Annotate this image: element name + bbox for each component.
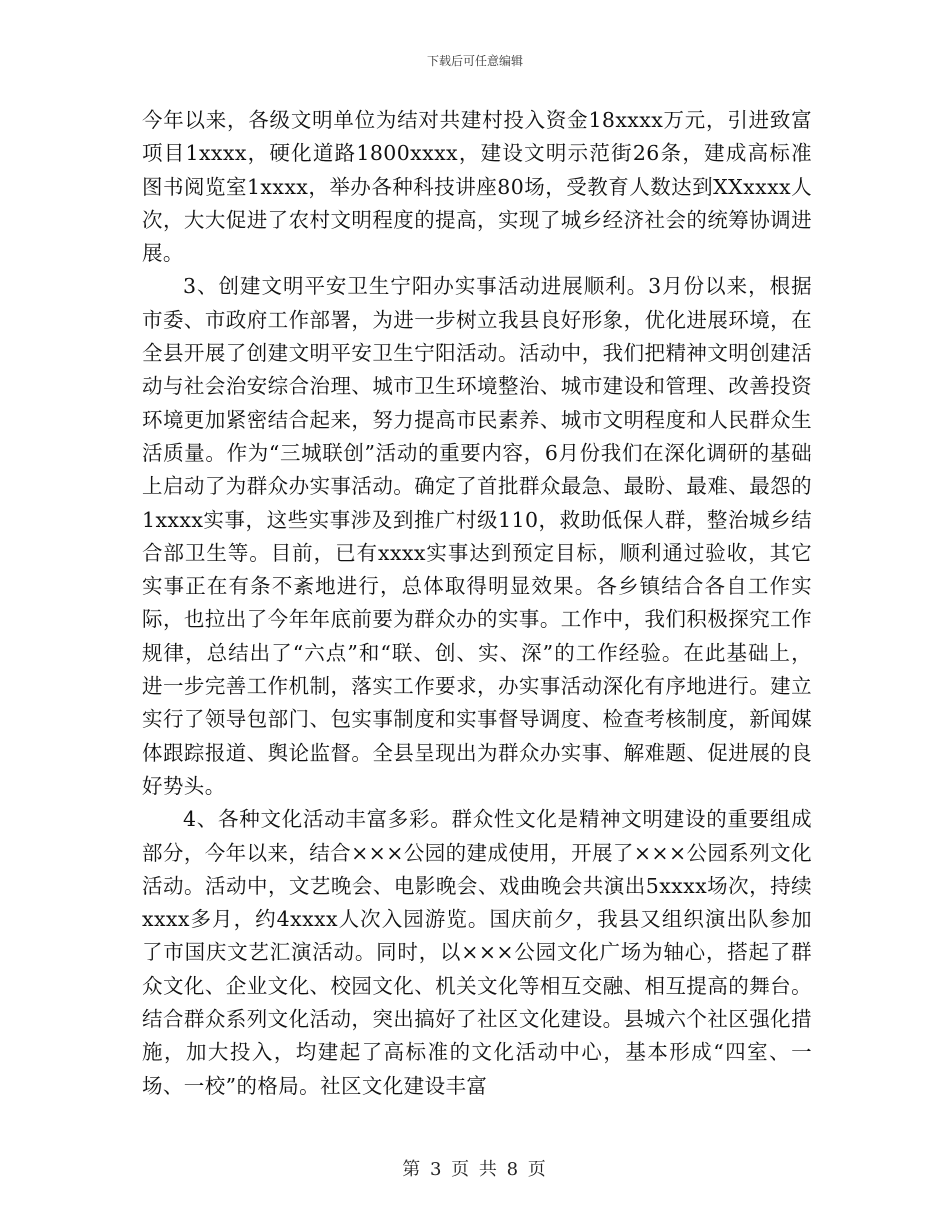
paragraph-3: 4、各种文化活动丰富多彩。群众性文化是精神文明建设的重要组成部分，今年以来，结合×××公园的建成使用，开展了×××公园系列文化活动。活动中，文艺晚会、电影晚会、戏曲晚会共演出5xxxx场次，持续xxxx多月，约4xxxx人次入园游览。国庆前夕，我县又组织演出队参加了市国庆文艺汇演活动。同时，以×××公园文化广场为轴心，搭起了群众文化、企业文化、校园文化、机关文化等相互交融、相互提高的舞台。结合群众系列文化活动，突出搞好了社区文化建设。县城六个社区强化措施，加大投入，均建起了高标准的文化活动中心，基本形成“四室、一场、一校”的格局。社区文化建设丰富 xyxy=(142,807,812,1098)
paragraph-1: 今年以来，各级文明单位为结对共建村投入资金18xxxx万元，引进致富项目1xxxx，硬化道路1800xxxx，建设文明示范街26条，建成高标准图书阅览室1xxxx，举办各种科技讲座80场，受教育人数达到XXxxxx人次，大大促进了农村文明程度的提高，实现了城乡经济社会的统筹协调进展。 xyxy=(142,108,812,266)
page-number-footer: 第 3 页 共 8 页 xyxy=(402,1159,548,1180)
paragraph-2: 3、创建文明平安卫生宁阳办实事活动进展顺利。3月份以来，根据市委、市政府工作部署，为进一步树立我县良好形象，优化进展环境，在全县开展了创建文明平安卫生宁阳活动。活动中，我们把精神文明创建活动与社会治安综合治理、城市卫生环境整治、城市建设和管理、改善投资环境更加紧密结合起来，努力提高市民素养、城市文明程度和人民群众生活质量。作为“三城联创”活动的重要内容，6月份我们在深化调研的基础上启动了为群众办实事活动。确定了首批群众最急、最盼、最难、最怨的1xxxx实事，这些实事涉及到推广村级110，救助低保人群，整治城乡结合部卫生等。目前，已有xxxx实事达到预定目标，顺利通过验收，其它实事正在有条不紊地进行，总体取得明显效果。各乡镇结合各自工作实际，也拉出了今年年底前要为群众办的实事。工作中，我们积极探究工作规律，总结出了“六点”和“联、创、实、深”的工作经验。在此基础上，进一步完善工作机制，落实工作要求，办实事活动深化有序地进行。建立实行了领导包部门、包实事制度和实事督导调度、检查考核制度，新闻媒体跟踪报道、舆论监督。全县呈现出为群众办实事、解难题、促进展的良好势头。 xyxy=(142,274,812,798)
document-body xyxy=(142,104,812,1103)
page-header: 下载后可任意编辑 xyxy=(426,54,523,68)
